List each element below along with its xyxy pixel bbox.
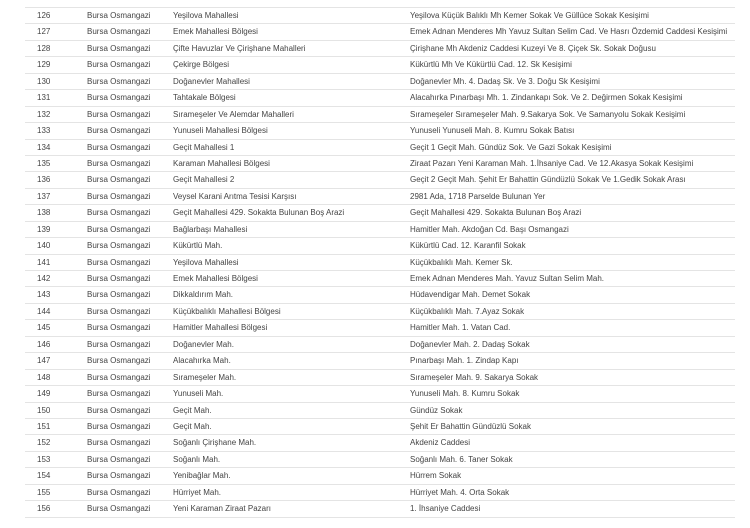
table-row	[25, 452, 735, 468]
row-number: 146	[37, 339, 51, 349]
row-region: Sırameşeler Ve Alemdar Mahalleri	[173, 109, 294, 119]
row-address: Pınarbaşı Mah. 1. Zindap Kapı	[410, 356, 519, 366]
row-address: Gündüz Sokak	[410, 405, 463, 415]
row-number: 153	[37, 454, 51, 464]
row-region: Soğanlı Çirişhane Mah.	[173, 438, 257, 448]
row-region: Geçit Mahallesi 2	[173, 175, 235, 185]
row-region: Çekirge Bölgesi	[173, 60, 230, 70]
row-region: Geçit Mah.	[173, 405, 212, 415]
row-region: Kükürtlü Mah.	[173, 241, 223, 251]
table-row	[25, 271, 735, 287]
locations-table	[25, 0, 735, 518]
row-number: 142	[37, 274, 51, 283]
row-region: Yunuseli Mahallesi Bölgesi	[173, 126, 268, 136]
row-number: 136	[37, 175, 51, 185]
row-city: Bursa Osmangazi	[87, 27, 151, 37]
row-number: 133	[37, 126, 51, 136]
row-region: Yeni Karaman Ziraat Pazarı	[173, 504, 271, 514]
table-row	[25, 74, 735, 90]
table-row	[25, 90, 735, 106]
row-address: Soğanlı Mah. 6. Taner Sokak	[410, 454, 513, 464]
row-region: Bağlarbaşı Mahallesi	[173, 224, 248, 234]
row-city: Bursa Osmangazi	[87, 323, 151, 333]
row-region: Dikkaldırım Mah.	[173, 290, 234, 300]
row-address: 1. İhsaniye Caddesi	[410, 504, 481, 514]
row-city: Bursa Osmangazi	[87, 109, 151, 119]
row-city: Bursa Osmangazi	[87, 224, 151, 234]
row-region: Yunuseli Mah.	[173, 389, 224, 399]
row-number: 147	[37, 356, 51, 366]
row-region: Geçit Mahallesi 429. Sokakta Bulunan Boş Arazi	[173, 208, 345, 218]
row-city: Bursa Osmangazi	[87, 142, 151, 152]
row-address: Yeşilova Küçük Balıklı Mh Kemer Sokak Ve Güllüce Sokak Kesişimi	[410, 11, 649, 20]
row-region: Sırameşeler Mah.	[173, 372, 237, 382]
row-city: Bursa Osmangazi	[87, 257, 151, 267]
row-address: Geçit Mahallesi 429. Sokakta Bulunan Boş Arazi	[410, 208, 582, 218]
row-city: Bursa Osmangazi	[87, 241, 151, 251]
row-city: Bursa Osmangazi	[87, 306, 151, 316]
row-address: Kükürtlü Mh Ve Kükürtlü Cad. 12. Sk Kesişimi	[410, 60, 572, 70]
row-number: 155	[37, 487, 51, 497]
row-number: 130	[37, 76, 51, 86]
row-city: Bursa Osmangazi	[87, 43, 151, 53]
row-city: Bursa Osmangazi	[87, 60, 151, 70]
row-number: 129	[37, 60, 51, 70]
row-region: Hamitler Mahallesi Bölgesi	[173, 323, 268, 333]
row-region: Yeşilova Mahallesi	[173, 257, 239, 267]
row-city: Bursa Osmangazi	[87, 487, 151, 497]
row-address: Hamitler Mah. 1. Vatan Cad.	[410, 323, 511, 333]
table-row	[25, 238, 735, 254]
row-address: Çirişhane Mh Akdeniz Caddesi Kuzeyi Ve 8. Çiçek Sk. Sokak Doğusu	[410, 43, 656, 53]
row-region: Veysel Karani Arıtma Tesisi Karşısı	[173, 191, 297, 201]
table-row	[25, 419, 735, 435]
row-number: 132	[37, 109, 51, 119]
row-address: Doğanevler Mah. 2. Dadaş Sokak	[410, 339, 530, 349]
row-city: Bursa Osmangazi	[87, 158, 151, 168]
row-address: Emek Adnan Menderes Mh Yavuz Sultan Selim Cad. Ve Hasrı Özdemid Caddesi Kesişimi	[410, 27, 728, 37]
row-city: Bursa Osmangazi	[87, 11, 151, 20]
row-number: 128	[37, 43, 51, 53]
row-region: Geçit Mahallesi 1	[173, 142, 235, 152]
row-city: Bursa Osmangazi	[87, 454, 151, 464]
row-number: 152	[37, 438, 51, 448]
row-city: Bursa Osmangazi	[87, 471, 151, 481]
row-city: Bursa Osmangazi	[87, 389, 151, 399]
row-address: Şehit Er Bahattin Gündüzlü Sokak	[410, 421, 531, 431]
table-row	[25, 485, 735, 501]
row-address: Kükürtlü Cad. 12. Karanfil Sokak	[410, 241, 526, 251]
row-address: Hamitler Mah. Akdoğan Cd. Başı Osmangazi	[410, 224, 569, 234]
row-address: Yunuseli Mah. 8. Kumru Sokak	[410, 389, 520, 399]
table-row	[25, 222, 735, 238]
row-region: Emek Mahallesi Bölgesi	[173, 274, 258, 283]
row-number: 137	[37, 191, 51, 201]
row-number: 135	[37, 158, 51, 168]
row-address: Yunuseli Yunuseli Mah. 8. Kumru Sokak Batısı	[410, 126, 575, 136]
row-region: Hürriyet Mah.	[173, 487, 222, 497]
row-region: Tahtakale Bölgesi	[173, 93, 236, 103]
table-row	[25, 156, 735, 172]
row-city: Bursa Osmangazi	[87, 438, 151, 448]
row-number: 154	[37, 471, 51, 481]
row-region: Doğanevler Mah.	[173, 339, 234, 349]
table-row	[25, 189, 735, 205]
row-city: Bursa Osmangazi	[87, 274, 151, 283]
table-row	[25, 205, 735, 221]
row-number: 134	[37, 142, 51, 152]
table-row	[25, 501, 735, 517]
table-row	[25, 140, 735, 156]
row-city: Bursa Osmangazi	[87, 208, 151, 218]
row-number: 140	[37, 241, 51, 251]
row-address: Küçükbalıklı Mah. Kemer Sk.	[410, 257, 513, 267]
row-number: 145	[37, 323, 51, 333]
table-row	[25, 353, 735, 369]
table-row	[25, 0, 735, 8]
table-row	[25, 172, 735, 188]
row-address: Hürrem Sokak	[410, 471, 462, 481]
row-city: Bursa Osmangazi	[87, 504, 151, 514]
table-row	[25, 57, 735, 73]
table-row	[25, 287, 735, 303]
row-city: Bursa Osmangazi	[87, 76, 151, 86]
table-row	[25, 403, 735, 419]
row-address: Alacahırka Pınarbaşı Mh. 1. Zindankapı Sok. Ve 2. Değirmen Sokak Kesişimi	[410, 93, 683, 103]
row-number: 143	[37, 290, 51, 300]
row-address: Geçit 1 Geçit Mah. Gündüz Sok. Ve Gazi Sokak Kesişimi	[410, 142, 612, 152]
row-address: Sırameşeler Sırameşeler Mah. 9.Sakarya Sok. Ve Samanyolu Sokak Kesişimi	[410, 109, 686, 119]
row-region: Küçükbalıklı Mahallesi Bölgesi	[173, 306, 281, 316]
row-number: 144	[37, 306, 51, 316]
row-number: 126	[37, 11, 51, 20]
table-row	[25, 370, 735, 386]
row-region: Geçit Mah.	[173, 421, 212, 431]
row-region: Alacahırka Mah.	[173, 356, 231, 366]
row-address: Doğanevler Mh. 4. Dadaş Sk. Ve 3. Doğu Sk Kesişimi	[410, 76, 600, 86]
row-address: Akdeniz Caddesi	[410, 438, 471, 448]
row-region: Soğanlı Mah.	[173, 454, 221, 464]
row-address: 2981 Ada, 1718 Parselde Bulunan Yer	[410, 191, 546, 201]
row-address: Hüdavendigar Mah. Demet Sokak	[410, 290, 531, 300]
row-city: Bursa Osmangazi	[87, 191, 151, 201]
row-number: 148	[37, 372, 51, 382]
row-city: Bursa Osmangazi	[87, 421, 151, 431]
row-address: Hürriyet Mah. 4. Orta Sokak	[410, 487, 510, 497]
table-row	[25, 123, 735, 139]
row-number: 131	[37, 93, 51, 103]
row-city: Bursa Osmangazi	[87, 356, 151, 366]
row-region: Doğanevler Mahallesi	[173, 76, 250, 86]
row-number: 150	[37, 405, 51, 415]
row-number: 149	[37, 389, 51, 399]
row-region: Çifte Havuzlar Ve Çirişhane Mahalleri	[173, 43, 306, 53]
row-number: 138	[37, 208, 51, 218]
row-number: 151	[37, 421, 51, 431]
row-number: 156	[37, 504, 51, 514]
row-city: Bursa Osmangazi	[87, 126, 151, 136]
table-row	[25, 107, 735, 123]
row-address: Küçükbalıklı Mah. 7.Ayaz Sokak	[410, 306, 525, 316]
table-row	[25, 337, 735, 353]
row-number: 127	[37, 27, 51, 37]
table-row	[25, 24, 735, 40]
row-address: Emek Adnan Menderes Mah. Yavuz Sultan Selim Mah.	[410, 274, 605, 283]
row-region: Emek Mahallesi Bölgesi	[173, 27, 258, 37]
table-row	[25, 41, 735, 57]
row-number: 139	[37, 224, 51, 234]
row-address: Sırameşeler Mah. 9. Sakarya Sokak	[410, 372, 539, 382]
row-region: Yenibağlar Mah.	[173, 471, 231, 481]
row-address: Geçit 2 Geçit Mah. Şehit Er Bahattin Gündüzlü Sokak Ve 1.Gedik Sokak Arası	[410, 175, 686, 185]
row-number: 141	[37, 257, 51, 267]
table-row	[25, 386, 735, 402]
table-row	[25, 255, 735, 271]
row-region: Yeşilova Mahallesi	[173, 11, 239, 20]
row-city: Bursa Osmangazi	[87, 290, 151, 300]
table-row	[25, 320, 735, 336]
row-region: Karaman Mahallesi Bölgesi	[173, 158, 270, 168]
row-address: Ziraat Pazarı Yeni Karaman Mah. 1.İhsaniye Cad. Ve 12.Akasya Sokak Kesişimi	[410, 158, 694, 168]
table-row	[25, 468, 735, 484]
table-row	[25, 435, 735, 451]
table-row	[25, 304, 735, 320]
row-city: Bursa Osmangazi	[87, 93, 151, 103]
row-city: Bursa Osmangazi	[87, 405, 151, 415]
row-city: Bursa Osmangazi	[87, 339, 151, 349]
row-city: Bursa Osmangazi	[87, 372, 151, 382]
table-row	[25, 8, 735, 24]
row-city: Bursa Osmangazi	[87, 175, 151, 185]
